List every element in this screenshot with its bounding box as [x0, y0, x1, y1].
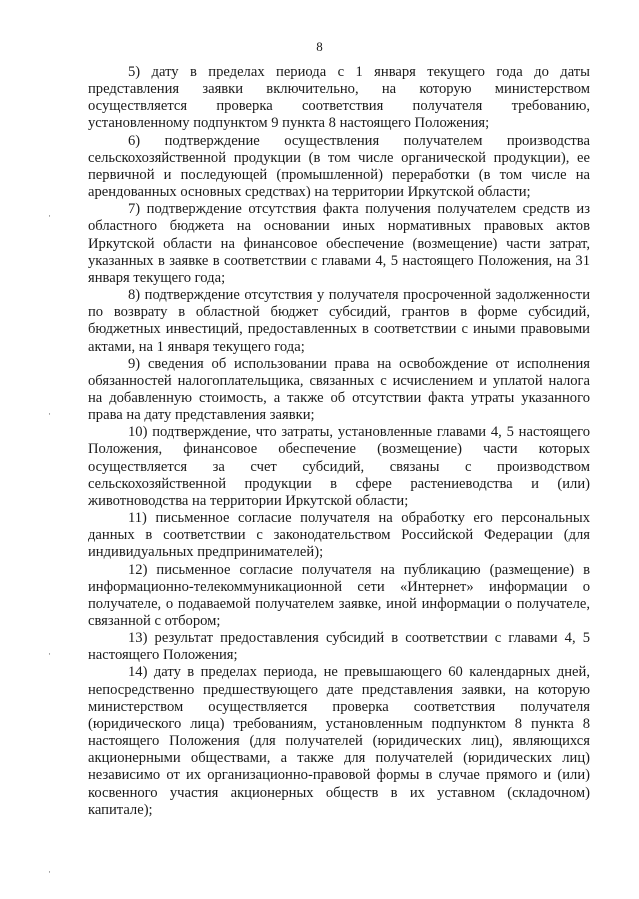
list-item-7: 7) подтверждение отсутствия факта получения получателем средств из областного бюджета на основании иных нормативных правовых актов Иркутской области на финансовое обеспечение (возмещение) части затрат, указанных в заявке в соответствии с главами 4, 5 настоящего Положения, на 31 января текущего года;	[88, 201, 590, 286]
document-body	[88, 64, 590, 819]
scan-mark: ·	[48, 649, 51, 659]
list-item-5: 5) дату в пределах периода с 1 января текущего года до даты представления заявки включительно, на которую министерством осуществляется проверка соответствия получателя требованию, установленному подпунктом 9 пункта 8 настоящего Положения;	[88, 64, 590, 132]
scan-mark: ·	[48, 211, 51, 221]
scan-mark: ·	[48, 409, 51, 419]
list-item-10: 10) подтверждение, что затраты, установленные главами 4, 5 настоящего Положения, финансовое обеспечение (возмещение) части которых осуществляется за счет субсидий, связаны с производством сельскохозяйственной продукции в сфере растениеводства и (или) животноводства на территории Иркутской области;	[88, 424, 590, 509]
list-item-11: 11) письменное согласие получателя на обработку его персональных данных в соответствии с законодательством Российской Федерации (для индивидуальных предпринимателей);	[88, 510, 590, 561]
list-item-13: 13) результат предоставления субсидий в соответствии с главами 4, 5 настоящего Положения;	[88, 630, 590, 664]
list-item-9: 9) сведения об использовании права на освобождение от исполнения обязанностей налогоплательщика, связанных с исчислением и уплатой налога на добавленную стоимость, а также об отсутствии факта утраты указанного права на дату представления заявки;	[88, 355, 590, 424]
page-number: 8	[316, 39, 323, 54]
list-item-8: 8) подтверждение отсутствия у получателя просроченной задолженности по возврату в областной бюджет субсидий, грантов в форме субсидий, бюджетных инвестиций, предоставленных в соответствии с иными правовыми актами, на 1 января текущего года;	[88, 287, 590, 355]
list-item-12: 12) письменное согласие получателя на публикацию (размещение) в информационно-телекоммуникационной сети «Интернет» информации о получателе, о подаваемой получателем заявке, иной информации о получателе, связанной с отбором;	[88, 561, 590, 629]
list-item-6: 6) подтверждение осуществления получателем производства сельскохозяйственной продукции (в том числе органической продукции), ее первичной и последующей (промышленной) переработки (в том числе на арендованных основных средствах) на территории Иркутской области;	[88, 132, 590, 201]
list-item-14: 14) дату в пределах периода, не превышающего 60 календарных дней, непосредственно предшествующего дате представления заявки, на которую министерством осуществляется проверка соответствия получателя (юридического лица) требованиям, установленным подпунктом 8 пункта 8 настоящего Положения (для получателей (юридических лиц), являющихся акционерными обществами, а также для получателей (юридических лиц) независимо от их организационно-правовой формы в случае прямого и (или) косвенного участия акционерных обществ в их уставном (складочном) капитале);	[88, 664, 590, 818]
scan-mark: ·	[48, 867, 51, 877]
